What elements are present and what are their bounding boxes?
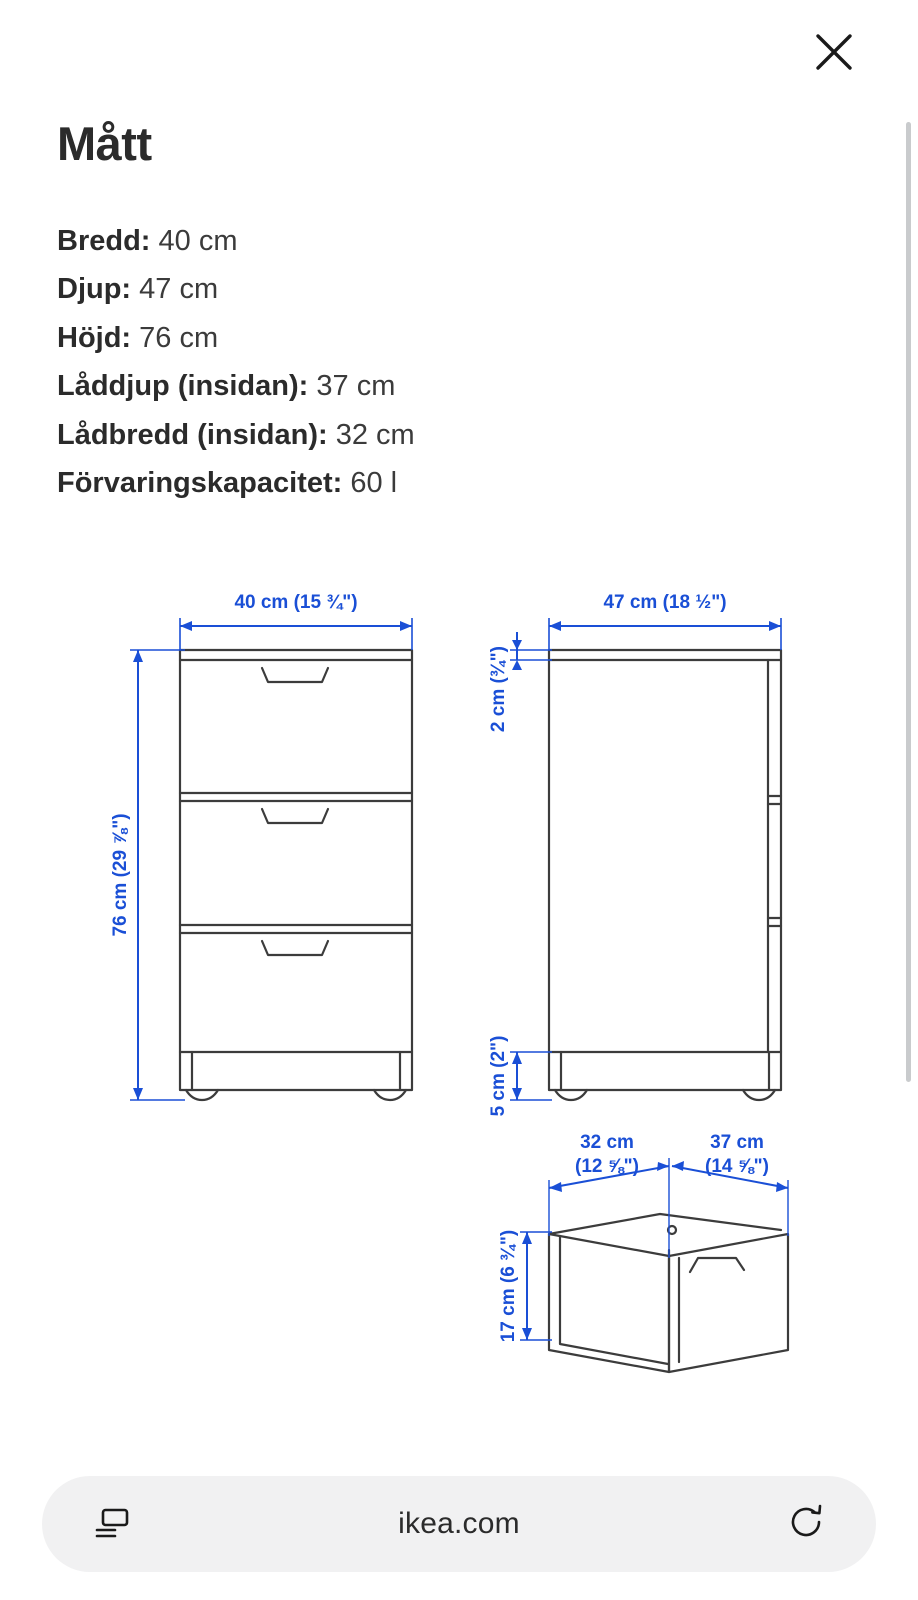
spec-label: Förvaringskapacitet:	[57, 467, 343, 500]
side-top-label: 2 cm (¾")	[488, 646, 509, 733]
spec-label: Höjd:	[57, 321, 132, 354]
list-item	[57, 314, 918, 363]
spec-value: 47 cm	[139, 273, 219, 306]
list-item	[57, 265, 918, 314]
spec-label: Låddjup (insidan):	[57, 370, 309, 403]
side-depth-label: 47 cm (18 ½")	[603, 592, 727, 613]
spec-label: Bredd:	[57, 224, 151, 257]
page-title: Mått	[57, 117, 152, 170]
list-item	[57, 411, 918, 460]
drawer-inner-height-label: 17 cm (6 ¾")	[498, 1229, 519, 1343]
side-plinth-label: 5 cm (2")	[488, 1035, 509, 1117]
front-height-label: 76 cm (29 ⅞")	[110, 813, 131, 937]
front-width-label: 40 cm (15 ¾")	[234, 592, 358, 613]
browser-toolbar	[42, 1476, 876, 1572]
home-indicator-area	[42, 1572, 876, 1600]
spec-label: Djup:	[57, 273, 132, 306]
spec-value: 32 cm	[335, 418, 415, 451]
spec-label: Lådbredd (insidan):	[57, 418, 328, 451]
reload-button[interactable]	[776, 1494, 836, 1554]
drawer-inner-depth-label-1: 37 cm	[710, 1132, 764, 1153]
list-item	[57, 362, 918, 411]
drawer-inner-width-label-2: (12 ⅝")	[575, 1156, 639, 1177]
spec-value: 37 cm	[316, 370, 396, 403]
list-item	[57, 217, 918, 266]
list-item	[57, 459, 918, 508]
spec-value: 76 cm	[139, 321, 219, 354]
dimension-diagram	[0, 560, 918, 1390]
spec-value: 40 cm	[158, 224, 238, 257]
reload-icon	[786, 1502, 826, 1547]
tabs-button[interactable]	[82, 1494, 142, 1554]
measurements-list	[0, 170, 918, 508]
spec-value: 60 l	[350, 467, 398, 500]
url-label[interactable]: ikea.com	[398, 1507, 520, 1540]
page-content	[0, 0, 918, 508]
tabs-icon	[92, 1502, 132, 1547]
drawer-inner-depth-label-2: (14 ⅝")	[705, 1156, 769, 1177]
drawer-inner-width-label-1: 32 cm	[580, 1132, 634, 1153]
